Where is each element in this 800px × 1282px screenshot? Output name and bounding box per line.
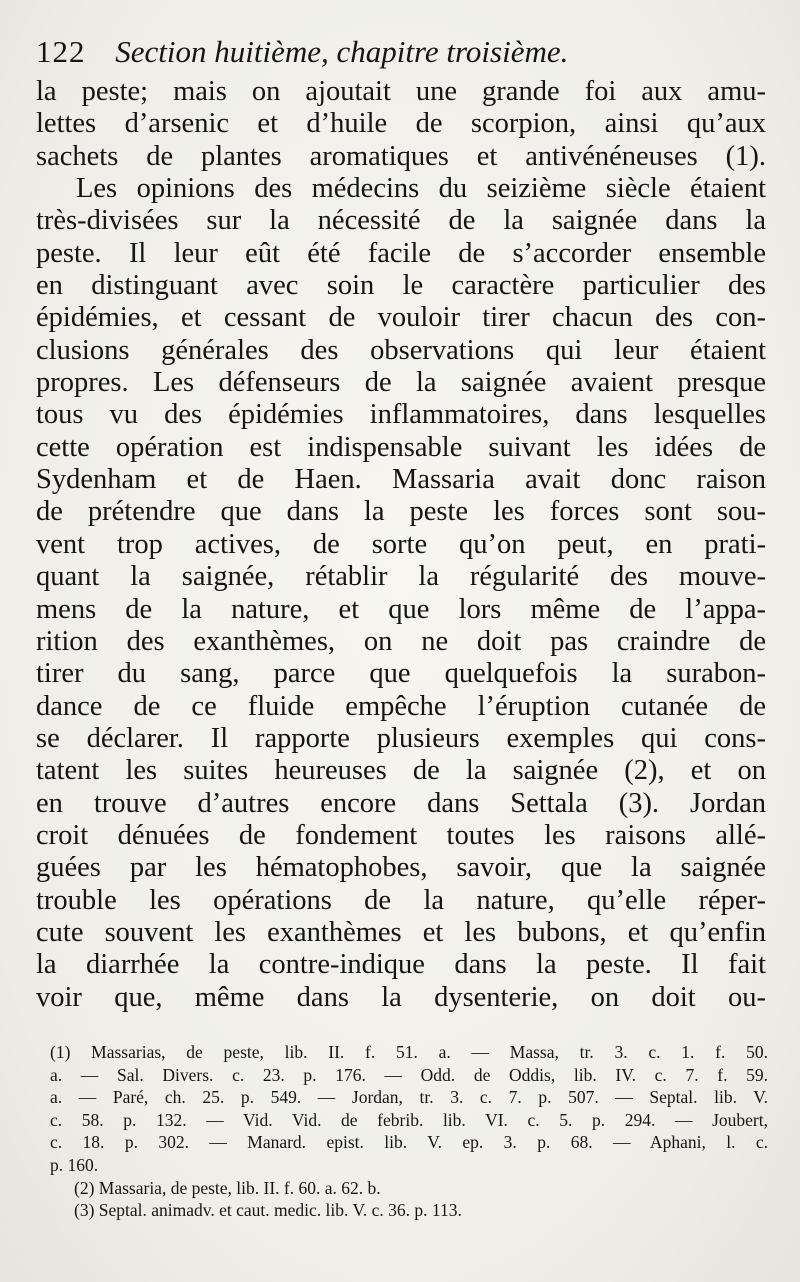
text-line: de prétendre que dans la peste les forces sont sou- — [36, 496, 766, 528]
page-number: 122 — [36, 34, 86, 69]
text-line: dance de ce fluide empêche l’éruption cutanée de — [36, 690, 766, 722]
text-line: vent trop actives, de sorte qu’on peut, en prati- — [36, 528, 766, 560]
text-line: rition des exanthèmes, on ne doit pas craindre de — [36, 625, 766, 657]
footnote-3: (3) Septal. animadv. et caut. medic. lib. V. c. 36. p. 113. — [74, 1200, 462, 1221]
footnotes — [50, 1041, 768, 1222]
text-line: peste. Il leur eût été facile de s’accorder ensemble — [36, 237, 766, 269]
text-line: épidémies, et cessant de vouloir tirer chacun des con- — [36, 302, 766, 334]
body-text — [36, 76, 766, 1014]
text-line: très-divisées sur la nécessité de la saignée dans la — [36, 205, 766, 237]
text-line: Sydenham et de Haen. Massaria avait donc raison — [36, 464, 766, 496]
text-line: voir que, même dans la dysenterie, on doit ou- — [36, 981, 766, 1013]
text-line: en trouve d’autres encore dans Settala (3). Jordan — [36, 787, 766, 819]
footnote-1: (1) Massarias, de peste, lib. II. f. 51. a. — Massa, tr. 3. c. 1. f. 50. — [50, 1042, 768, 1062]
footnote-2: (2) Massaria, de peste, lib. II. f. 60. a. 62. b. — [74, 1177, 381, 1198]
text-line: tatent les suites heureuses de la saignée (2), et on — [36, 755, 766, 787]
footnote-1-continued: a. — Sal. Divers. c. 23. p. 176. — Odd. de Oddis, lib. IV. c. 7. f. 59. — [50, 1064, 768, 1085]
text-line: la peste; mais on ajoutait une grande foi aux amu- — [36, 76, 766, 107]
text-line: tirer du sang, parce que quelquefois la surabon- — [36, 658, 766, 690]
text-line: clusions générales des observations qui leur étaient — [36, 334, 766, 366]
footnote-1-continued: p. 160. — [50, 1154, 99, 1175]
text-line: quant la saignée, rétablir la régularité des mouve- — [36, 561, 766, 593]
text-line: en distinguant avec soin le caractère particulier des — [36, 270, 766, 302]
text-line: cette opération est indispensable suivant les idées de — [36, 431, 766, 463]
text-line: se déclarer. Il rapporte plusieurs exemples qui cons- — [36, 722, 766, 754]
text-line: Les opinions des médecins du seizième siècle étaient — [76, 173, 766, 205]
footnote-1-continued: c. 58. p. 132. — Vid. Vid. de febrib. lib. VI. c. 5. p. 294. — Joubert, — [50, 1109, 768, 1130]
footnote-1-continued: c. 18. p. 302. — Manard. epist. lib. V. ep. 3. p. 68. — Aphani, l. c. — [50, 1132, 768, 1153]
text-line: lettes d’arsenic et d’huile de scorpion, ainsi qu’aux — [36, 108, 766, 140]
text-line: trouble les opérations de la nature, qu’elle réper- — [36, 884, 766, 916]
text-line: cute souvent les exanthèmes et les bubons, et qu’enfin — [36, 916, 766, 948]
text-line: mens de la nature, et que lors même de l’appa- — [36, 593, 766, 625]
running-title: Section huitième, chapitre troisième. — [115, 34, 569, 69]
text-line: propres. Les défenseurs de la saignée avaient presque — [36, 367, 766, 399]
text-line: la diarrhée la contre-indique dans la peste. Il fait — [36, 949, 766, 981]
text-line: sachets de plantes aromatiques et antivénéneuses (1). — [36, 140, 766, 172]
running-head — [36, 30, 740, 74]
text-line: tous vu des épidémies inflammatoires, dans lesquelles — [36, 399, 766, 431]
footnote-1-continued: a. — Paré, ch. 25. p. 549. — Jordan, tr. 3. c. 7. p. 507. — Septal. lib. V. — [50, 1087, 768, 1108]
text-line: croit dénuées de fondement toutes les raisons allé- — [36, 819, 766, 851]
text-line: guées par les hématophobes, savoir, que la saignée — [36, 852, 766, 884]
